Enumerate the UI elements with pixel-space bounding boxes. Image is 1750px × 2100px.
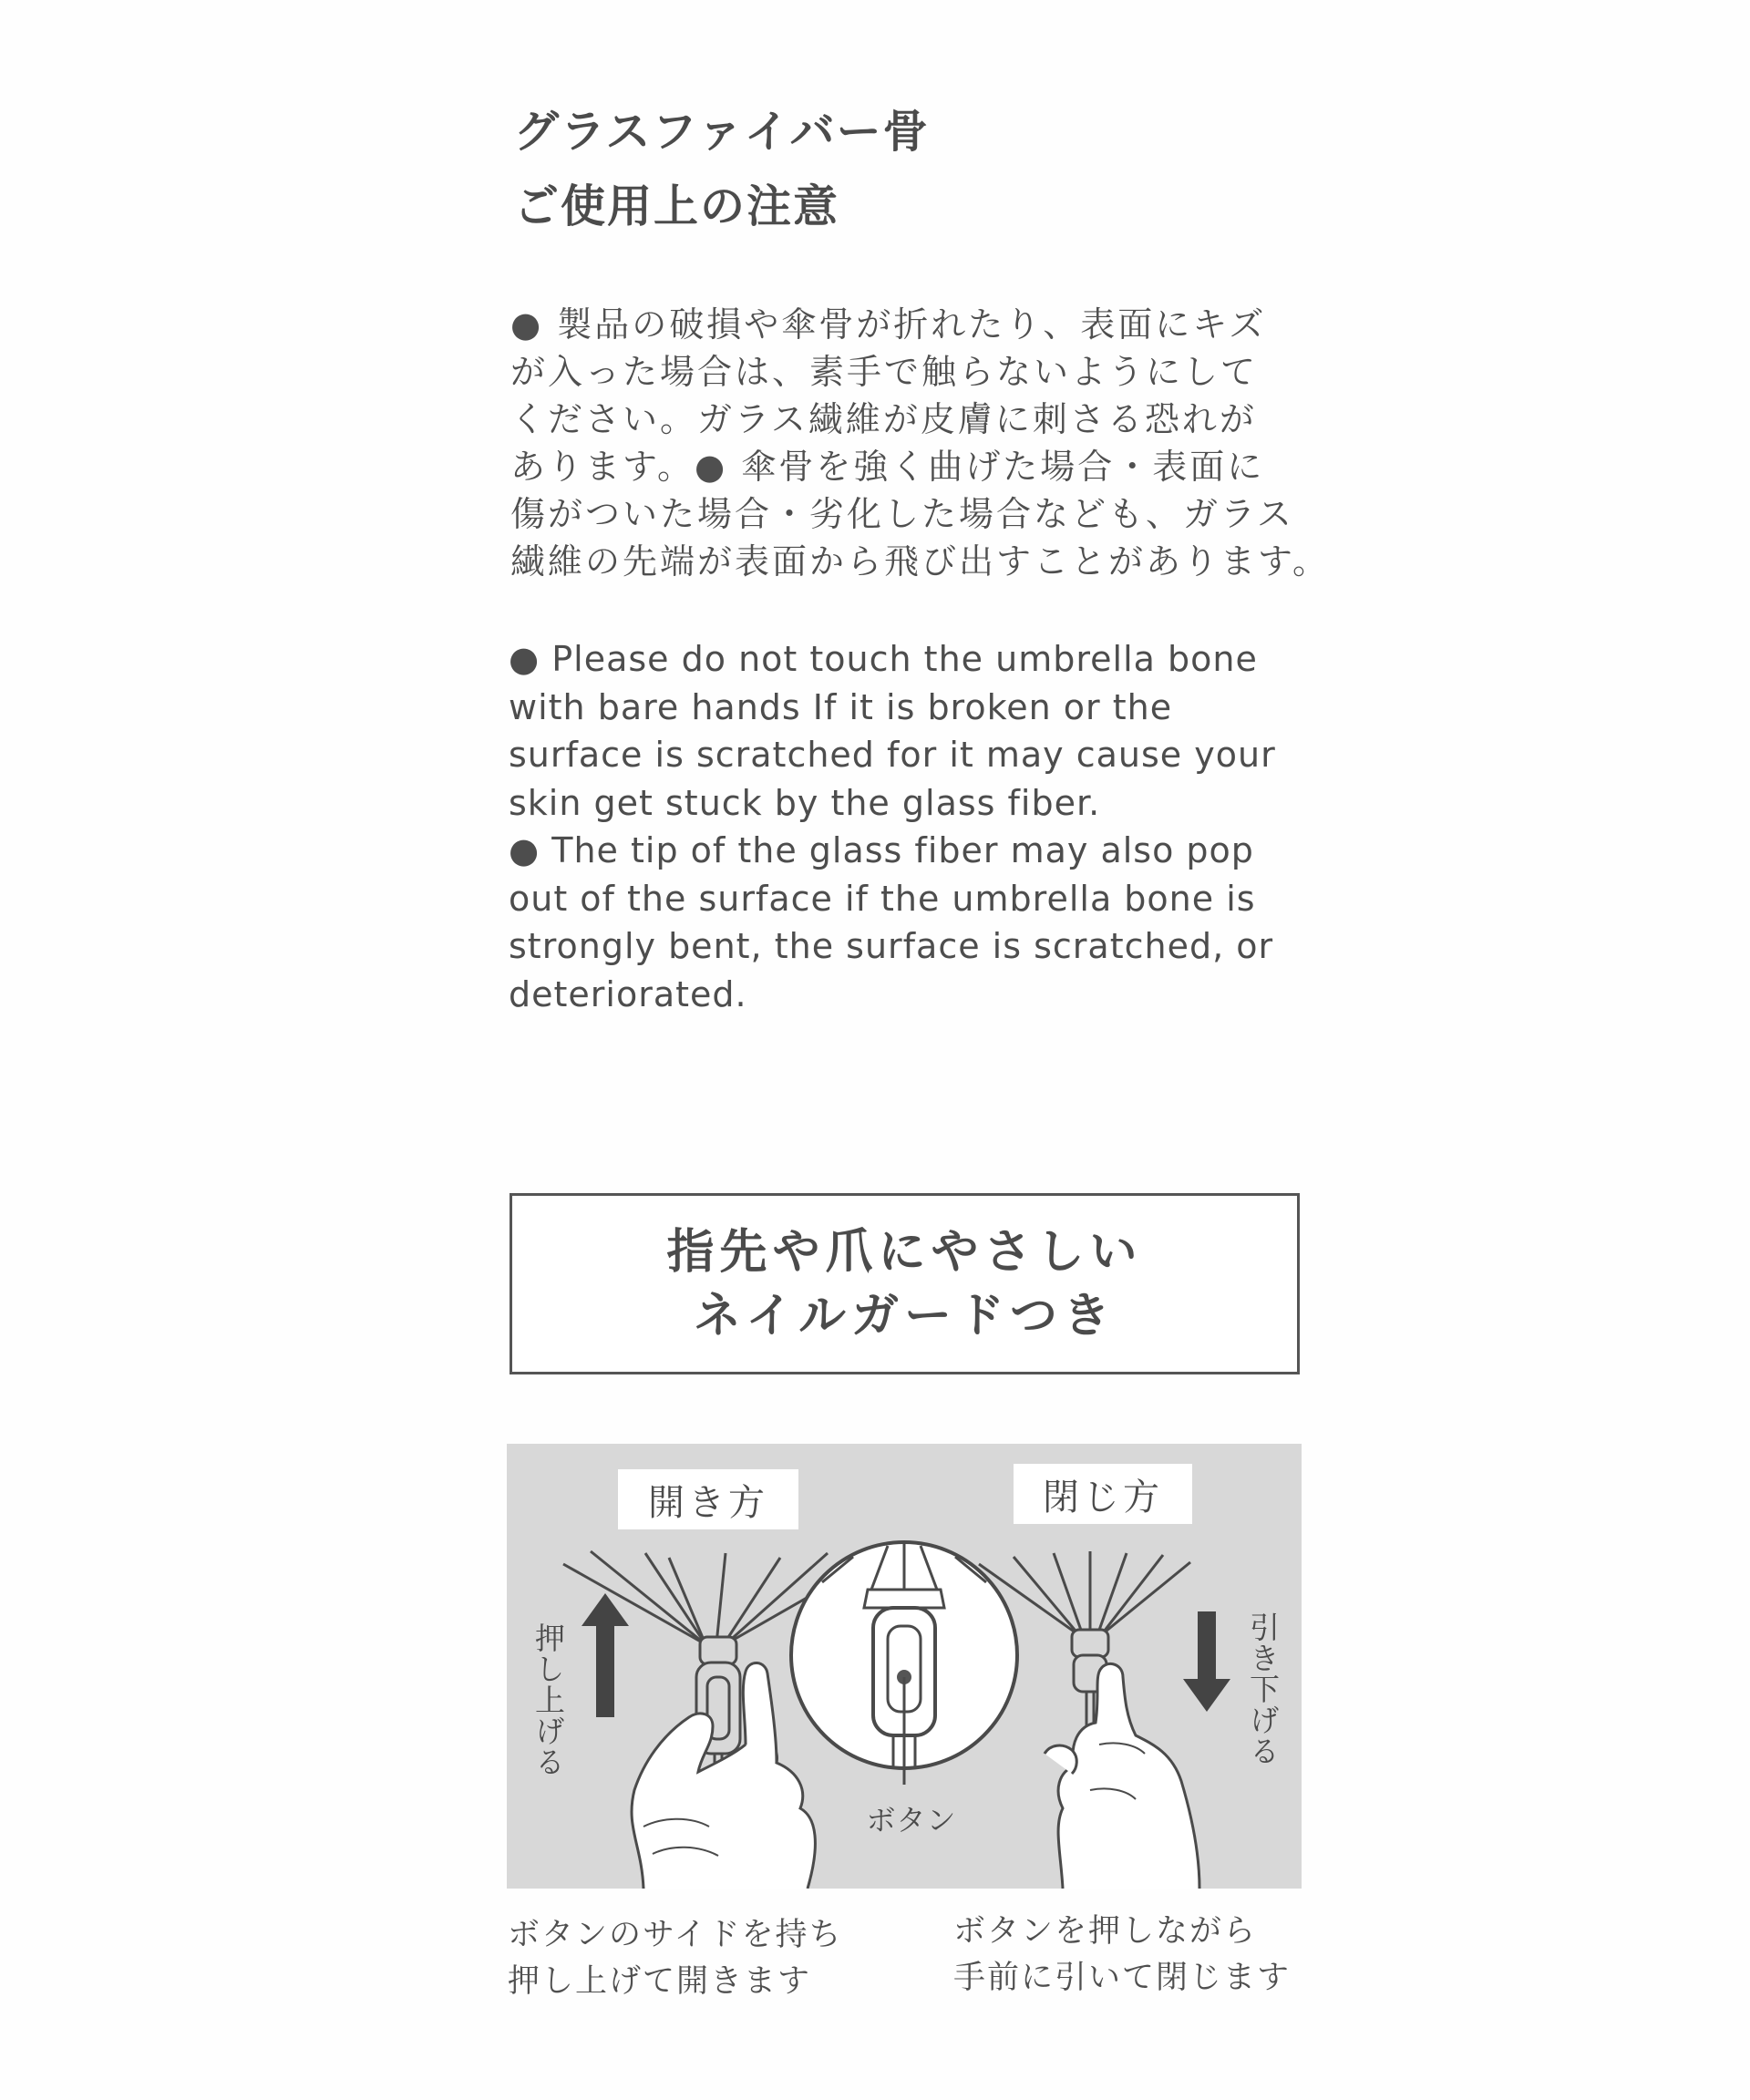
english-notice-line: skin get stuck by the glass fiber. (509, 782, 1101, 823)
down-arrow-icon (1183, 1611, 1230, 1712)
pull-down-label: 引き下げる (1245, 1611, 1281, 1766)
english-notice-line: ● The tip of the glass fiber may also pop (509, 830, 1254, 870)
open-caption-line-2: 押し上げて開きます (508, 1963, 812, 2000)
japanese-notice (510, 301, 1331, 585)
title-line-2: ご使用上の注意 (514, 180, 840, 232)
japanese-notice-line: ● 製品の破損や傘骨が折れたり、表面にキズ (510, 304, 1267, 345)
open-caption (508, 1912, 843, 2005)
title-block (514, 95, 1152, 244)
english-notice-line: surface is scratched for it may cause your (509, 735, 1276, 775)
english-notice-line: strongly bent, the surface is scratched, or (509, 926, 1274, 966)
button-zoom-icon (791, 1542, 1017, 1785)
japanese-notice-line: が入った場合は、素手で触らないようにして (510, 352, 1259, 392)
feature-line-1: 指先や爪にやさしい (666, 1224, 1143, 1280)
english-notice-line: deteriorated. (509, 973, 747, 1014)
japanese-notice-line: 繊維の先端が表面から飛び出すことがあります。 (510, 541, 1330, 582)
japanese-notice-line: 傷がついた場合・劣化した場合なども、ガラス (510, 494, 1294, 534)
open-method-label: 開き方 (618, 1469, 798, 1529)
english-notice-line: out of the surface if the umbrella bone is (509, 878, 1256, 919)
english-notice (509, 635, 1329, 1018)
close-method-label: 閉じ方 (1014, 1464, 1192, 1524)
usage-illustration (507, 1444, 1302, 1889)
close-caption-line-2: 手前に引いて閉じます (953, 1960, 1292, 1996)
title-line-1: グラスファイバー骨 (514, 106, 930, 158)
close-hand-icon (979, 1551, 1199, 1889)
push-up-label: 押し上げる (530, 1622, 566, 1777)
close-caption-line-1: ボタンを押しながら (953, 1913, 1258, 1950)
english-notice-line: with bare hands If it is broken or the (509, 686, 1173, 727)
japanese-notice-line: ください。ガラス繊維が皮膚に刺さる恐れが (510, 399, 1257, 439)
button-callout-label: ボタン (866, 1803, 957, 1838)
feature-line-2: ネイルガードつき (694, 1288, 1116, 1343)
close-caption (953, 1909, 1291, 2002)
english-notice-line: ● Please do not touch the umbrella bone (509, 639, 1258, 679)
japanese-notice-line: あります。● 傘骨を強く曲げた場合・表面に (510, 447, 1265, 487)
open-caption-line-1: ボタンのサイドを持ち (508, 1917, 843, 1953)
up-arrow-icon (582, 1593, 629, 1717)
nail-guard-feature-box (510, 1193, 1300, 1374)
